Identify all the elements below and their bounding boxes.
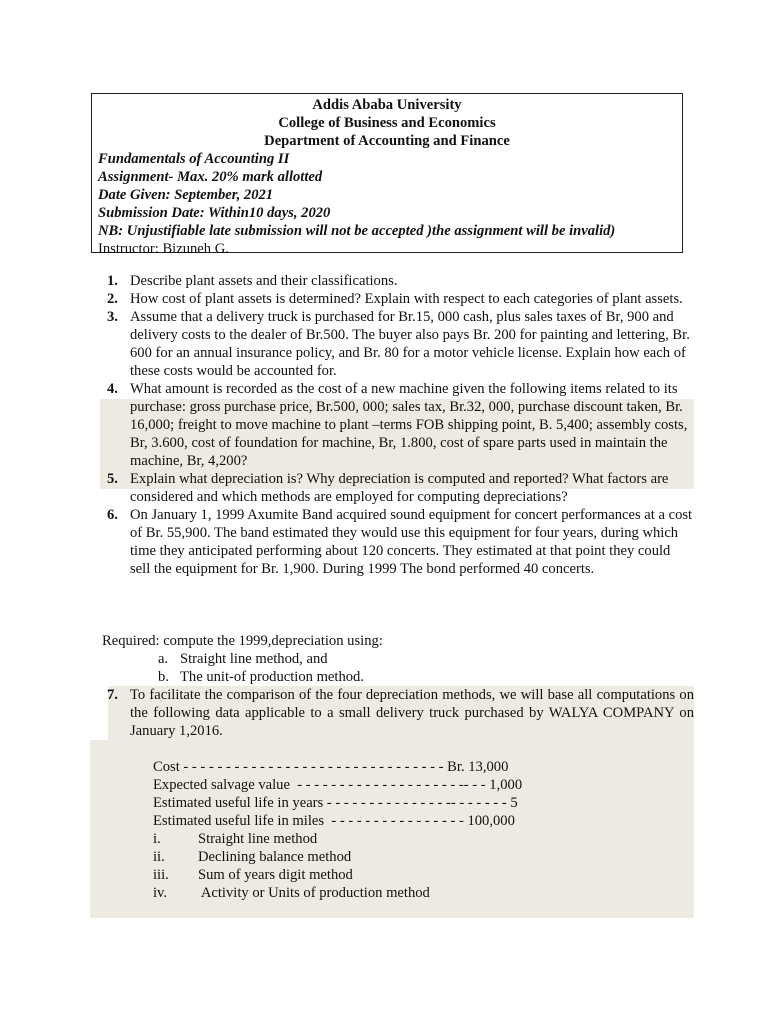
question-list [100, 272, 694, 578]
question-item: 1. Describe plant assets and their classifications. [107, 273, 398, 289]
assignment-header [91, 93, 683, 257]
data-line-salvage: Expected salvage value - - - - - - - - - - - - - - - - - - - -- - - 1,000 [153, 777, 523, 793]
question-item: 3. Assume that a delivery truck is purchased for Br.15, 000 cash, plus sales taxes of Br, 900 and delivery costs to the dealer of Br.500. The buyer also pays Br. 200 for painting and lettering, Br. 600 for an annual insurance policy, and Br. 80 for a motor vehicle license. Explain how each of these costs would be accounted for. [107, 309, 690, 379]
required-text: Required: compute the 1999,depreciation using: [102, 633, 383, 649]
assignment-mark: Assignment- Max. 20% mark allotted [98, 169, 323, 185]
question-item: 6. On January 1, 1999 Axumite Band acquired sound equipment for concert performances at a cost of Br. 55,900. The band estimated they would use this equipment for four years, during which time they anticipated performing about 120 concerts. They estimated at that point they could sell the equipment for Br. 1,900. During 1999 The bond performed 40 concerts. [107, 507, 693, 577]
course-title: Fundamentals of Accounting II [98, 151, 290, 167]
department-name: Department of Accounting and Finance [264, 133, 510, 149]
required-item-a: a. Straight line method, and [158, 651, 328, 667]
question-item: 4. What amount is recorded as the cost of a new machine given the following items related to its purchase: gross purchase price, Br.500, 000; sales tax, Br.32, 000, purchase discount taken, Br. 16,000; freight to move machine to plant –terms FOB shipping point, B. 5,400; assembly costs, Br, 3.600, cost of foundation for machine, Br, 1.800, cost of spare parts used in maintain the machine, Br, 4,200? [107, 381, 688, 469]
method-item: iv. Activity or Units of production method [153, 885, 430, 901]
late-notice: NB: Unjustifiable late submission will not be accepted )the assignment will be invalid) [98, 223, 616, 239]
question-item: 2. How cost of plant assets is determined? Explain with respect to each categories of plant assets. [107, 291, 683, 307]
method-item: iii. Sum of years digit method [153, 867, 353, 883]
university-name: Addis Ababa University [312, 97, 462, 113]
data-line-cost: Cost - - - - - - - - - - - - - - - - - - - - - - - - - - - - - - - Br. 13,000 [153, 759, 509, 775]
college-name: College of Business and Economics [278, 115, 496, 131]
submission-date: Submission Date: Within10 days, 2020 [98, 205, 331, 221]
highlight-q7-left [90, 740, 694, 758]
question-7: 7. To facilitate the comparison of the four depreciation methods, we will base all computations on the following data applicable to a small delivery truck purchased by WALYA COMPANY on January 1,2016. [107, 687, 694, 739]
question-item: 5. Explain what depreciation is? Why depreciation is computed and reported? What factors are considered and which methods are employed for computing depreciations? [107, 471, 669, 505]
required-item-b: b. The unit-of production method. [158, 669, 365, 685]
method-item: ii. Declining balance method [153, 849, 352, 865]
method-item: i. Straight line method [153, 831, 318, 847]
data-line-life-miles: Estimated useful life in miles - - - - - - - - - - - - - - - - 100,000 [153, 813, 515, 829]
question-7-text: To facilitate the comparison of the four depreciation methods, we will base all computations on the following data applicable to a small delivery truck purchased by WALYA COMPANY on January 1,2016. [130, 687, 694, 739]
data-line-life-years: Estimated useful life in years - - - - - - - - - - - - - - -- - - - - - - 5 [153, 795, 518, 811]
instructor-name: Instructor: Bizuneh G. [98, 241, 229, 257]
date-given: Date Given: September, 2021 [98, 187, 274, 203]
